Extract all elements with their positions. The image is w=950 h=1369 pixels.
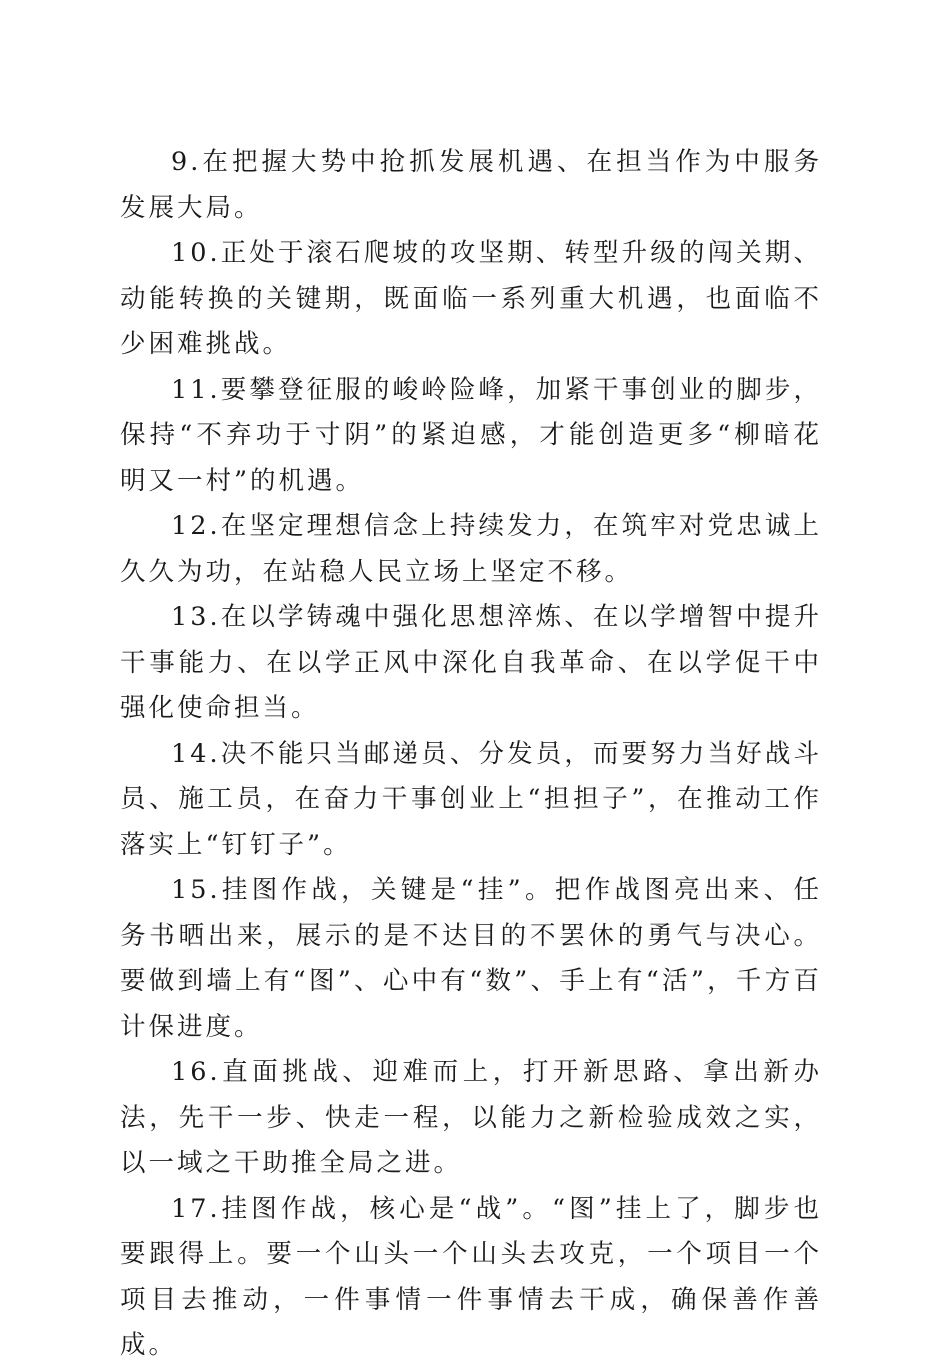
document-body: [120, 140, 822, 1369]
paragraph-11: 11.要攀登征服的峻岭险峰，加紧干事创业的脚步，保持“不弃功于寸阴”的紧迫感，才能创造更多“柳暗花明又一村”的机遇。: [120, 374, 822, 496]
paragraph-10: 10.正处于滚石爬坡的攻坚期、转型升级的闯关期、动能转换的关键期，既面临一系列重大机遇，也面临不少困难挑战。: [120, 238, 822, 359]
paragraph-14: 14.决不能只当邮递员、分发员，而要努力当好战斗员、施工员，在奋力干事创业上“担担子”，在推动工作落实上“钉钉子”。: [120, 738, 822, 860]
paragraph-9: 9.在把握大势中抢抓发展机遇、在担当作为中服务发展大局。: [120, 147, 822, 223]
paragraph-15: 15.挂图作战，关键是“挂”。把作战图亮出来、任务书晒出来，展示的是不达目的不罢休的勇气与决心。要做到墙上有“图”、心中有“数”、手上有“活”，千方百计保进度。: [120, 875, 822, 1042]
paragraph-17: 17.挂图作战，核心是“战”。“图”挂上了，脚步也要跟得上。要一个山头一个山头去攻克，一个项目一个项目去推动，一件事情一件事情去干成，确保善作善成。: [120, 1193, 822, 1360]
paragraph-12: 12.在坚定理想信念上持续发力，在筑牢对党忠诚上久久为功，在站稳人民立场上坚定不移。: [120, 511, 822, 587]
paragraph-16: 16.直面挑战、迎难而上，打开新思路、拿出新办法，先干一步、快走一程，以能力之新检验成效之实，以一域之干助推全局之进。: [120, 1057, 822, 1178]
paragraph-13: 13.在以学铸魂中强化思想淬炼、在以学增智中提升干事能力、在以学正风中深化自我革命、在以学促干中强化使命担当。: [120, 602, 822, 723]
